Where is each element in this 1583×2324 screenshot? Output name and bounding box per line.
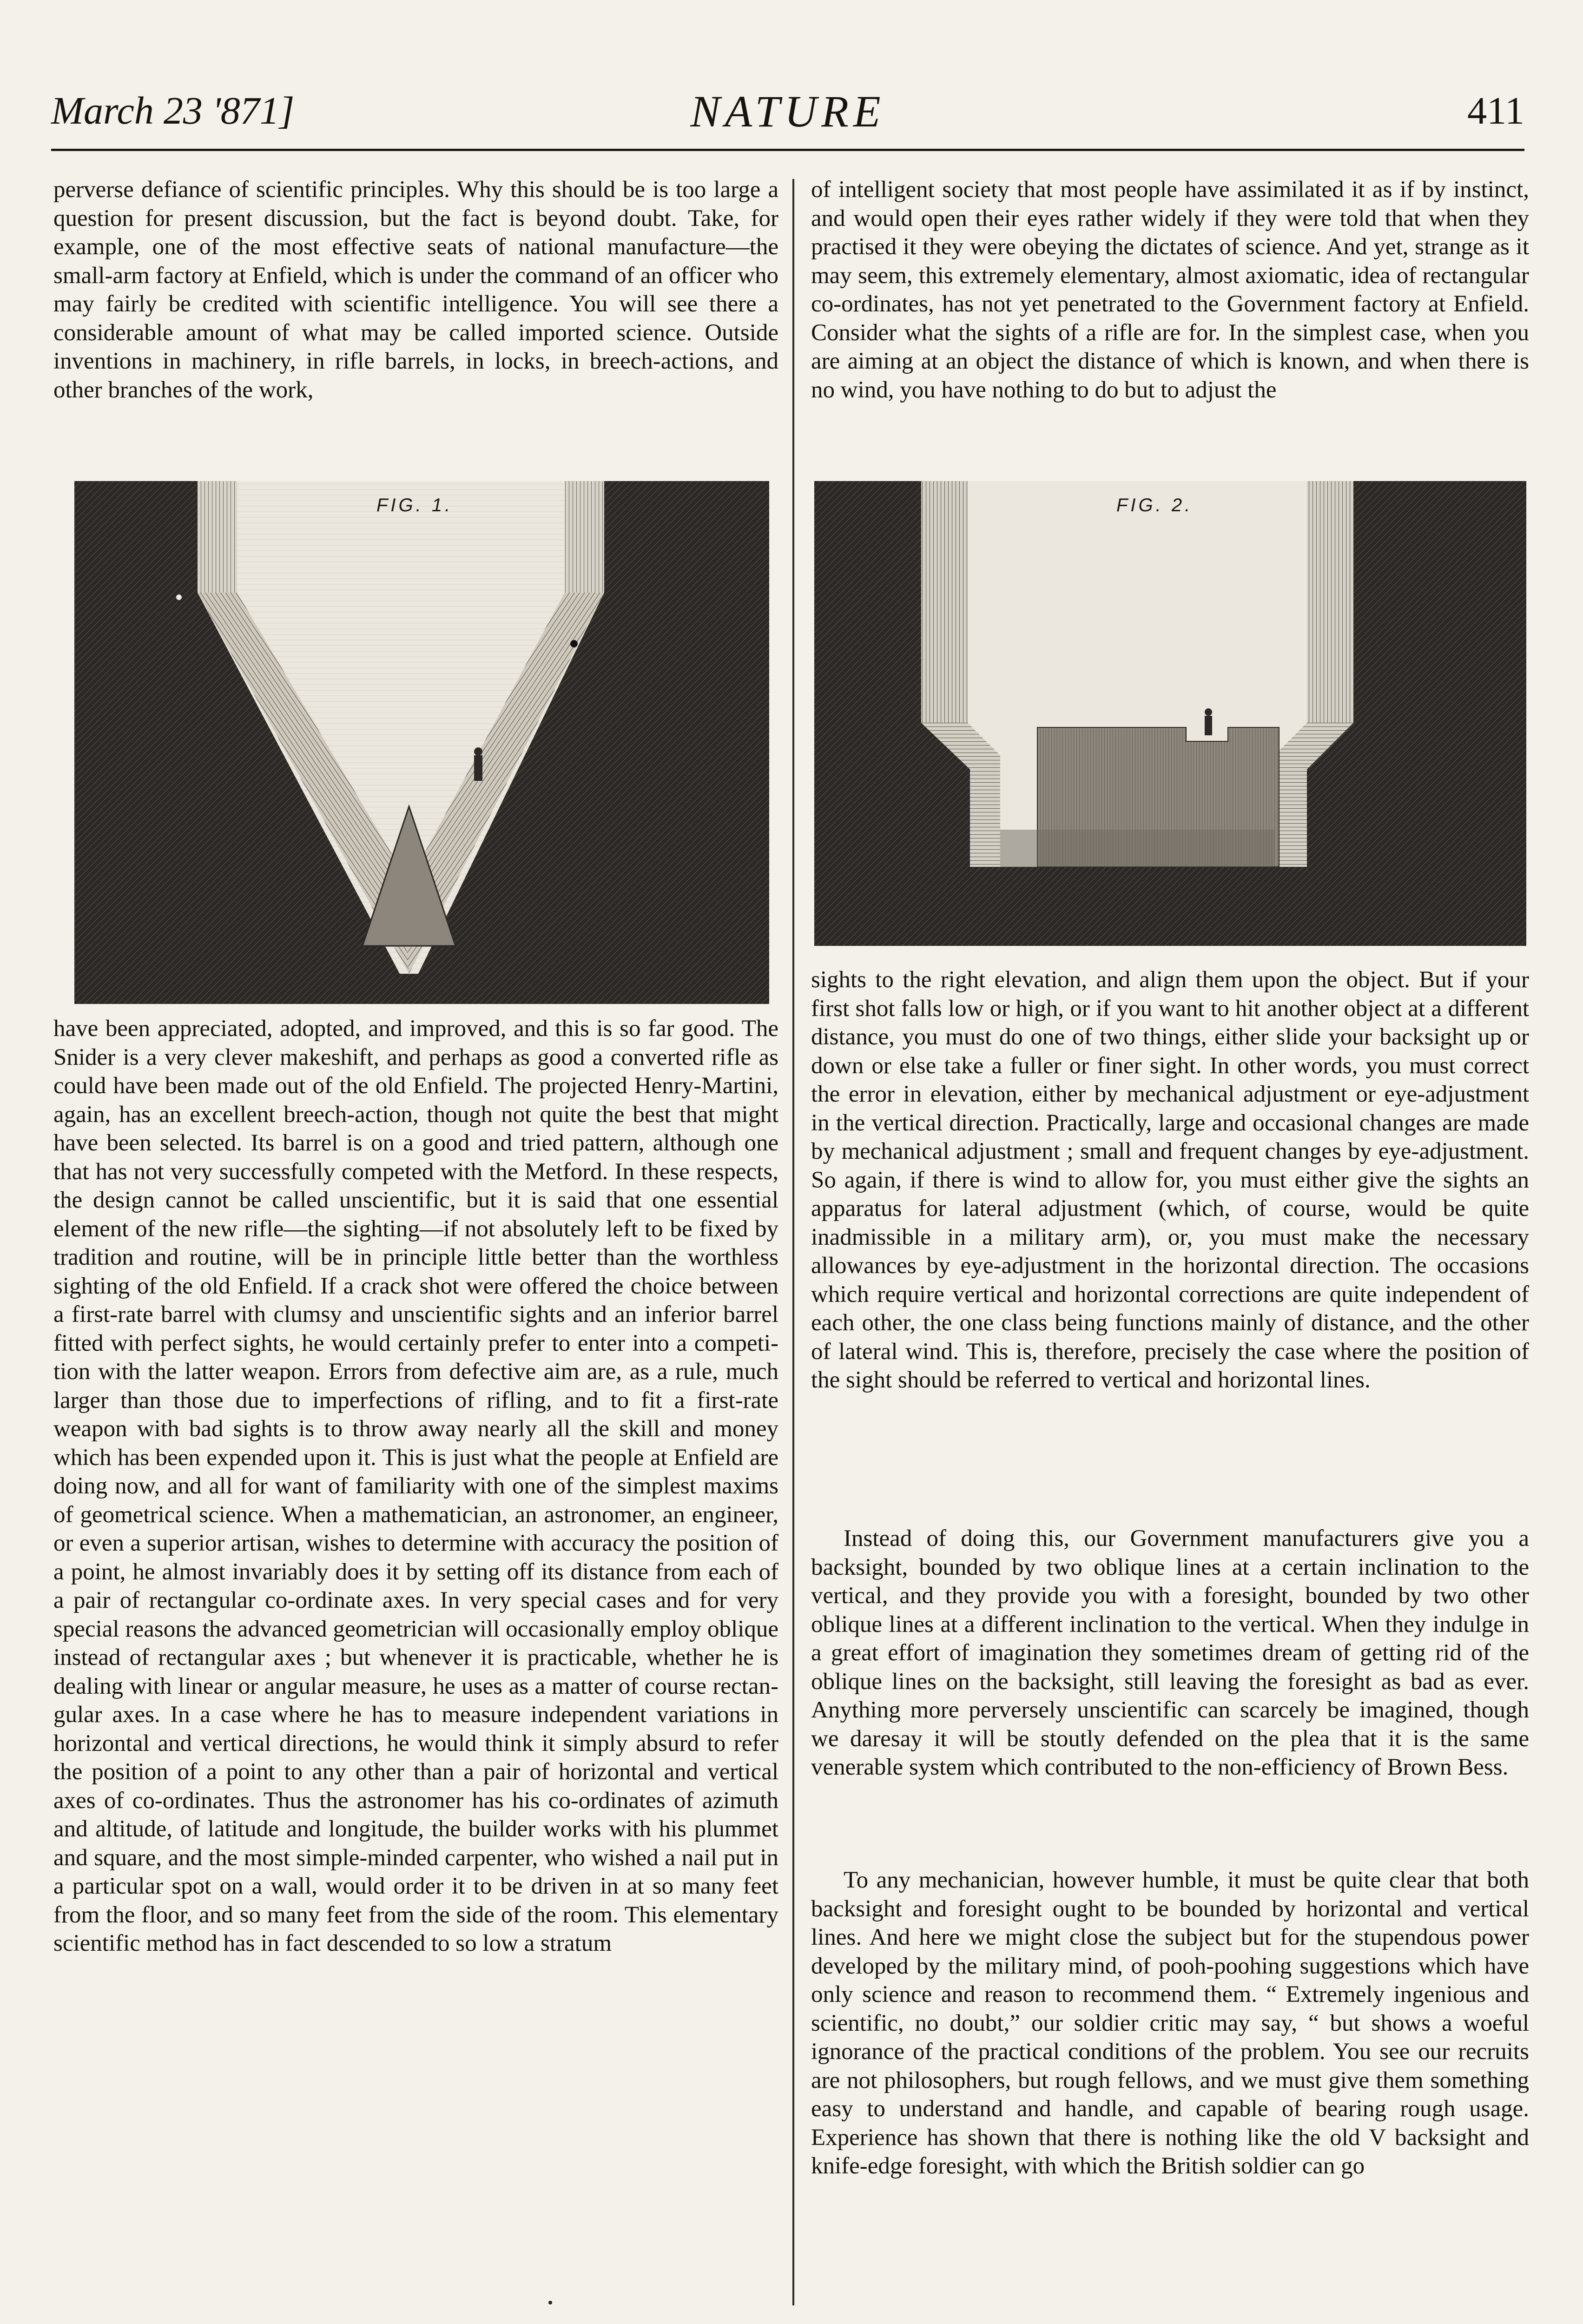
figure-1-label: FIG. 1. [376,495,453,515]
figure-1 [74,481,769,1004]
right-paragraph-1: of intelligent society that most people have assimilated it as if by instinct, and would open their eyes rather widely if they were told that when they practised it they were obeying the dictates of science. And yet, strange as it may seem, this extremely elementary, almost axiomatic, idea of rectangular co-ordinates, has not yet penetrated to the Government factory at Enfield. Consider what the sights of a rifle are for. In the simplest case, when you are aiming at an object the distance of which is known, and when there is no wind, you have nothing to do but to adjust the [811,177,1529,403]
issue-date: March 23 '871] [51,89,295,132]
figure-2-illustration [814,481,1526,946]
figure-1-illustration [74,481,769,1004]
header-rule [51,149,1524,151]
journal-title: NATURE [690,86,885,136]
figure-2 [814,481,1526,946]
column-divider [792,179,794,2305]
page-header [51,79,1524,144]
right-paragraph-3: Instead of doing this, our Government manufacturers give you a backsight, bounded by two oblique lines at a certain inclination to the vertical, and they provide you with a foresight, bounded by two other oblique lines at a different inclination to the vertical. When they indulge in a great effort of imagination they sometimes dream of getting rid of the oblique lines on the backsight, still leaving the foresight as bad as ever. Anything more perversely unscientific can scarcely be imagined, though we daresay it will be stoutly defended on the plea that it is the same venerable system which contributed to the non-efficiency of Brown Bess. [811,1525,1529,1780]
left-paragraph-1: perverse defiance of scientific principles. Why this should be is too large a question for present discussion, but the fact is beyond doubt. Take, for example, one of the most effective seats of national manufacture—the small-arm factory at Enfield, which is under the command of an officer who may fairly be credited with scientific intelligence. You will see there a considerable amount of what may be called imported science. Outside inventions in machinery, in rifle barrels, in locks, in breech-actions, and other branches of the work, [53,177,778,403]
left-paragraph-2: have been appreciated, adopted, and improved, and this is so far good. The Snider is a very clever makeshift, and perhaps as good a converted rifle as could have been made out of the old Enfield. The projected Henry-Martini, again, has an excellent breech-action, though not quite the best that might have been selected. Its barrel is on a good and tried pattern, although one that has not very successfully competed with the Metford. In these respects, the design cannot be called unscientific, but it is said that one essential element of the new rifle—the sighting—if not absolutely left to be fixed by tradition and routine, will be in principle little better than the worthless sighting of the old Enfield. If a crack shot were offered the choice between a first-rate barrel with clumsy and unscientific sights and an inferior barrel fitted with perfect sights, he would certainly prefer to enter into a competition with the latter weapon. Errors from defective aim are, as a rule, much larger than those due to imperfections of rifling, and to fit a first-rate weapon with bad sights is to throw away nearly all the skill and money which has been expended upon it. This is just what the people at Enfield are doing now, and all for want of familiarity with one of the simplest maxims of geometrical science. When a mathematician, an astronomer, an engineer, or even a superior artisan, wishes to determine with accuracy the position of a point, he almost invariably does it by setting off its distance from each of a pair of rectangular co-ordinate axes. In very special cases and for very special reasons the advanced geometrician will occasionally employ oblique instead of rectangular axes ; but whenever it is practicable, whether he is dealing with linear or angular measure, he uses as a matter of course rectangular axes. In a case where he has to measure independent variations in horizontal and vertical directions, he would think it simply absurd to refer the position of a point to any other than a pair of horizontal and vertical axes of co-ordinates. Thus the astronomer has his co-ordinates of azimuth and altitude, of latitude and longitude, the builder works with his plummet and square, and the most simple-minded carpenter, who wished a nail put in a particular spot on a wall, would order it to be driven in at so many feet from the floor, and so many feet from the side of the room. This elementary scientific method has in fact descended to so low a stratum [53,1016,778,1956]
printer-mark [548,2301,552,2304]
right-paragraph-2: sights to the right elevation, and align them upon the object. But if your first shot falls low or high, or if you want to hit another object at a different distance, you must do one of two things, either slide your backsight up or down or else take a fuller or finer sight. In other words, you must correct the error in elevation, either by mechanical adjustment or eye-adjustment in the vertical direction. Practically, large and occasional changes are made by mechanical adjustment ; small and frequent changes by eye-adjustment. So again, if there is wind to allow for, you must either give the sights an apparatus for lateral adjustment (which, of course, would be quite inadmissible in a military arm), or, you must make the necessary allowances by eye-adjustment in the horizontal direction. The occasions which require vertical and horizontal corrections are quite independent of each other, the one class being functions mainly of distance, and the other of lateral wind. This is, therefore, precisely the case where the position of the sight should be referred to vertical and horizontal lines. [811,967,1529,1393]
figure-2-label: FIG. 2. [1116,495,1193,515]
right-paragraph-4: To any mechanician, however humble, it must be quite clear that both backsight and foresight ought to be bounded by horizontal and vertical lines. And here we might close the subject but for the stupendous power developed by the military mind, of pooh-poohing suggestions which have only science and reason to recommend them. “ Extremely ingenious and scientific, no doubt,” our soldier critic may say, “ but shows a woeful ignorance of the practical conditions of the problem. You see our recruits are not philosophers, but rough fellows, and we must give them something easy to understand and handle, and capable of bearing rough usage. Experience has shown that there is nothing like the old V backsight and knife-edge foresight, with which the British soldier can go [811,1867,1529,2179]
page-number: 411 [1467,89,1524,132]
